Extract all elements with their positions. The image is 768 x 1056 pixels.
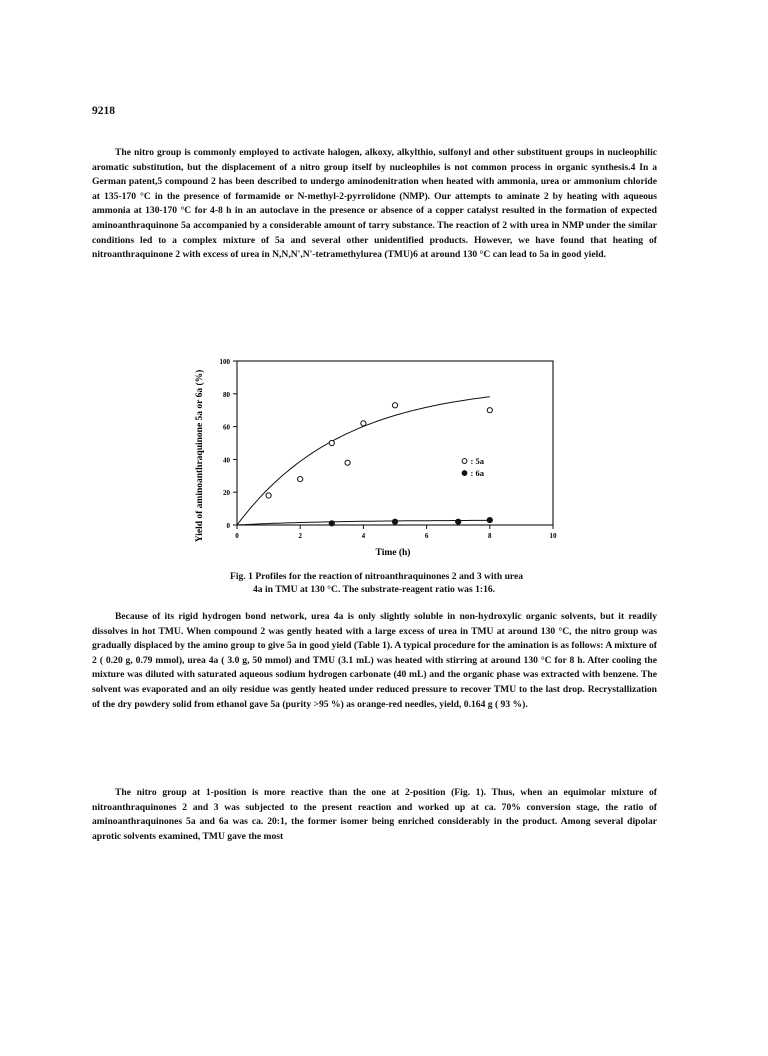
paragraph-intro: The nitro group is commonly employed to activate halogen, alkoxy, alkylthio, sulfonyl and other substituent groups in nucleophilic aromatic substitution, but the displacement of a nitro group itself by nucleophiles is not common process in organic synthesis.4 In a German patent,5 compound 2 has been described to undergo aminodenitration when heated with ammonia, urea or ammonium chloride at 135-170 °C in the presence of formamide or N-methyl-2-pyrrolidone (NMP). Our attempts to aminate 2 by heating with aqueous ammonia at 130-170 °C for 4-8 h in an autoclave in the presence or absence of a copper catalyst resulted in the formation of expected aminoanthraquinone 5a accompanied by a considerable amount of tarry substance. The reaction of 2 with urea in NMP under the similar conditions led to a complex mixture of 5a and several other unidentified products. However, we have found that heating of nitroanthraquinone 2 with excess of urea in N,N,N',N'-tetramethylurea (TMU)6 at around 130 °C can lead to 5a in good yield. [92,147,657,261]
yield-chart [185,353,605,563]
y-tick-label: 60 [223,423,230,432]
x-tick-label: 0 [235,532,239,540]
data-point-6a [487,517,492,522]
data-point-5a [361,421,366,426]
y-tick-label: 40 [223,456,230,465]
figure-1 [185,353,605,563]
figure-caption [230,571,610,596]
curve-6a [237,520,490,525]
legend-marker-6a [462,471,467,476]
data-point-5a [345,460,350,465]
page-number: 9218 [92,105,115,117]
x-tick-label: 8 [488,532,492,540]
y-tick-label: 100 [219,358,230,366]
data-point-5a [392,403,397,408]
data-point-5a [266,493,271,498]
x-tick-label: 2 [298,532,302,540]
data-point-5a [487,408,492,413]
data-point-5a [329,440,334,445]
curve-5a [237,397,490,525]
y-tick-label: 0 [226,522,230,530]
data-point-6a [456,519,461,524]
caption-line-2: 4a in TMU at 130 °C. The substrate-reagent ratio was 1:16. [253,583,496,595]
y-tick-label: 20 [223,489,230,498]
y-tick-label: 80 [223,390,230,399]
plot-frame [237,361,553,525]
paragraph-procedure: Because of its rigid hydrogen bond network, urea 4a is only slightly soluble in non-hydroxylic organic solvents, but it readily dissolves in hot TMU. When compound 2 was gently heated with a large excess of urea in TMU at around 130 °C, the nitro group was gradually displaced by the amino group to give 5a in good yield (Table 1). A typical procedure for the amination is as follows: A mixture of 2 ( 0.20 g, 0.79 mmol), urea 4a ( 3.0 g, 50 mmol) and TMU (3.1 mL) was heated with stirring at around 130 °C for 8 h. After cooling the mixture was diluted with saturated aqueous sodium hydrogen carbonate (40 mL) and the organic phase was extracted with benzene. The solvent was evaporated and an oily residue was gently heated under reduced pressure to recover TMU to the last drop. Recrystallization of the dry powdery solid from ethanol gave 5a (purity >95 %) as orange-red needles, yield, 0.164 g ( 93 %). [92,611,657,710]
paragraph-reactivity: The nitro group at 1-position is more reactive than the one at 2-position (Fig. 1). Thus, when an equimolar mixture of nitroanthraquinones 2 and 3 was subjected to the present reaction and worked up at ca. 70% conversion stage, the ratio of aminoanthraquinones 5a and 6a was ca. 20:1, the former isomer being enriched considerably in the product. Among several dipolar aprotic solvents examined, TMU gave the most [92,787,657,842]
x-tick-label: 10 [549,532,557,540]
x-axis-label: Time (h) [375,548,411,558]
y-axis-label: Yield of aminoanthraquinone 5a or 6a (%) [195,369,205,543]
x-tick-label: 6 [424,532,429,540]
legend-label-5a: : 5a [470,456,484,467]
legend-label-6a: : 6a [470,468,484,479]
caption-line-1: Fig. 1 Profiles for the reaction of nitroanthraquinones 2 and 3 with urea [230,571,524,582]
data-point-6a [392,519,397,524]
legend-marker-5a [462,459,467,464]
data-point-5a [298,476,303,481]
x-tick-label: 4 [361,532,366,540]
data-point-6a [329,521,334,526]
